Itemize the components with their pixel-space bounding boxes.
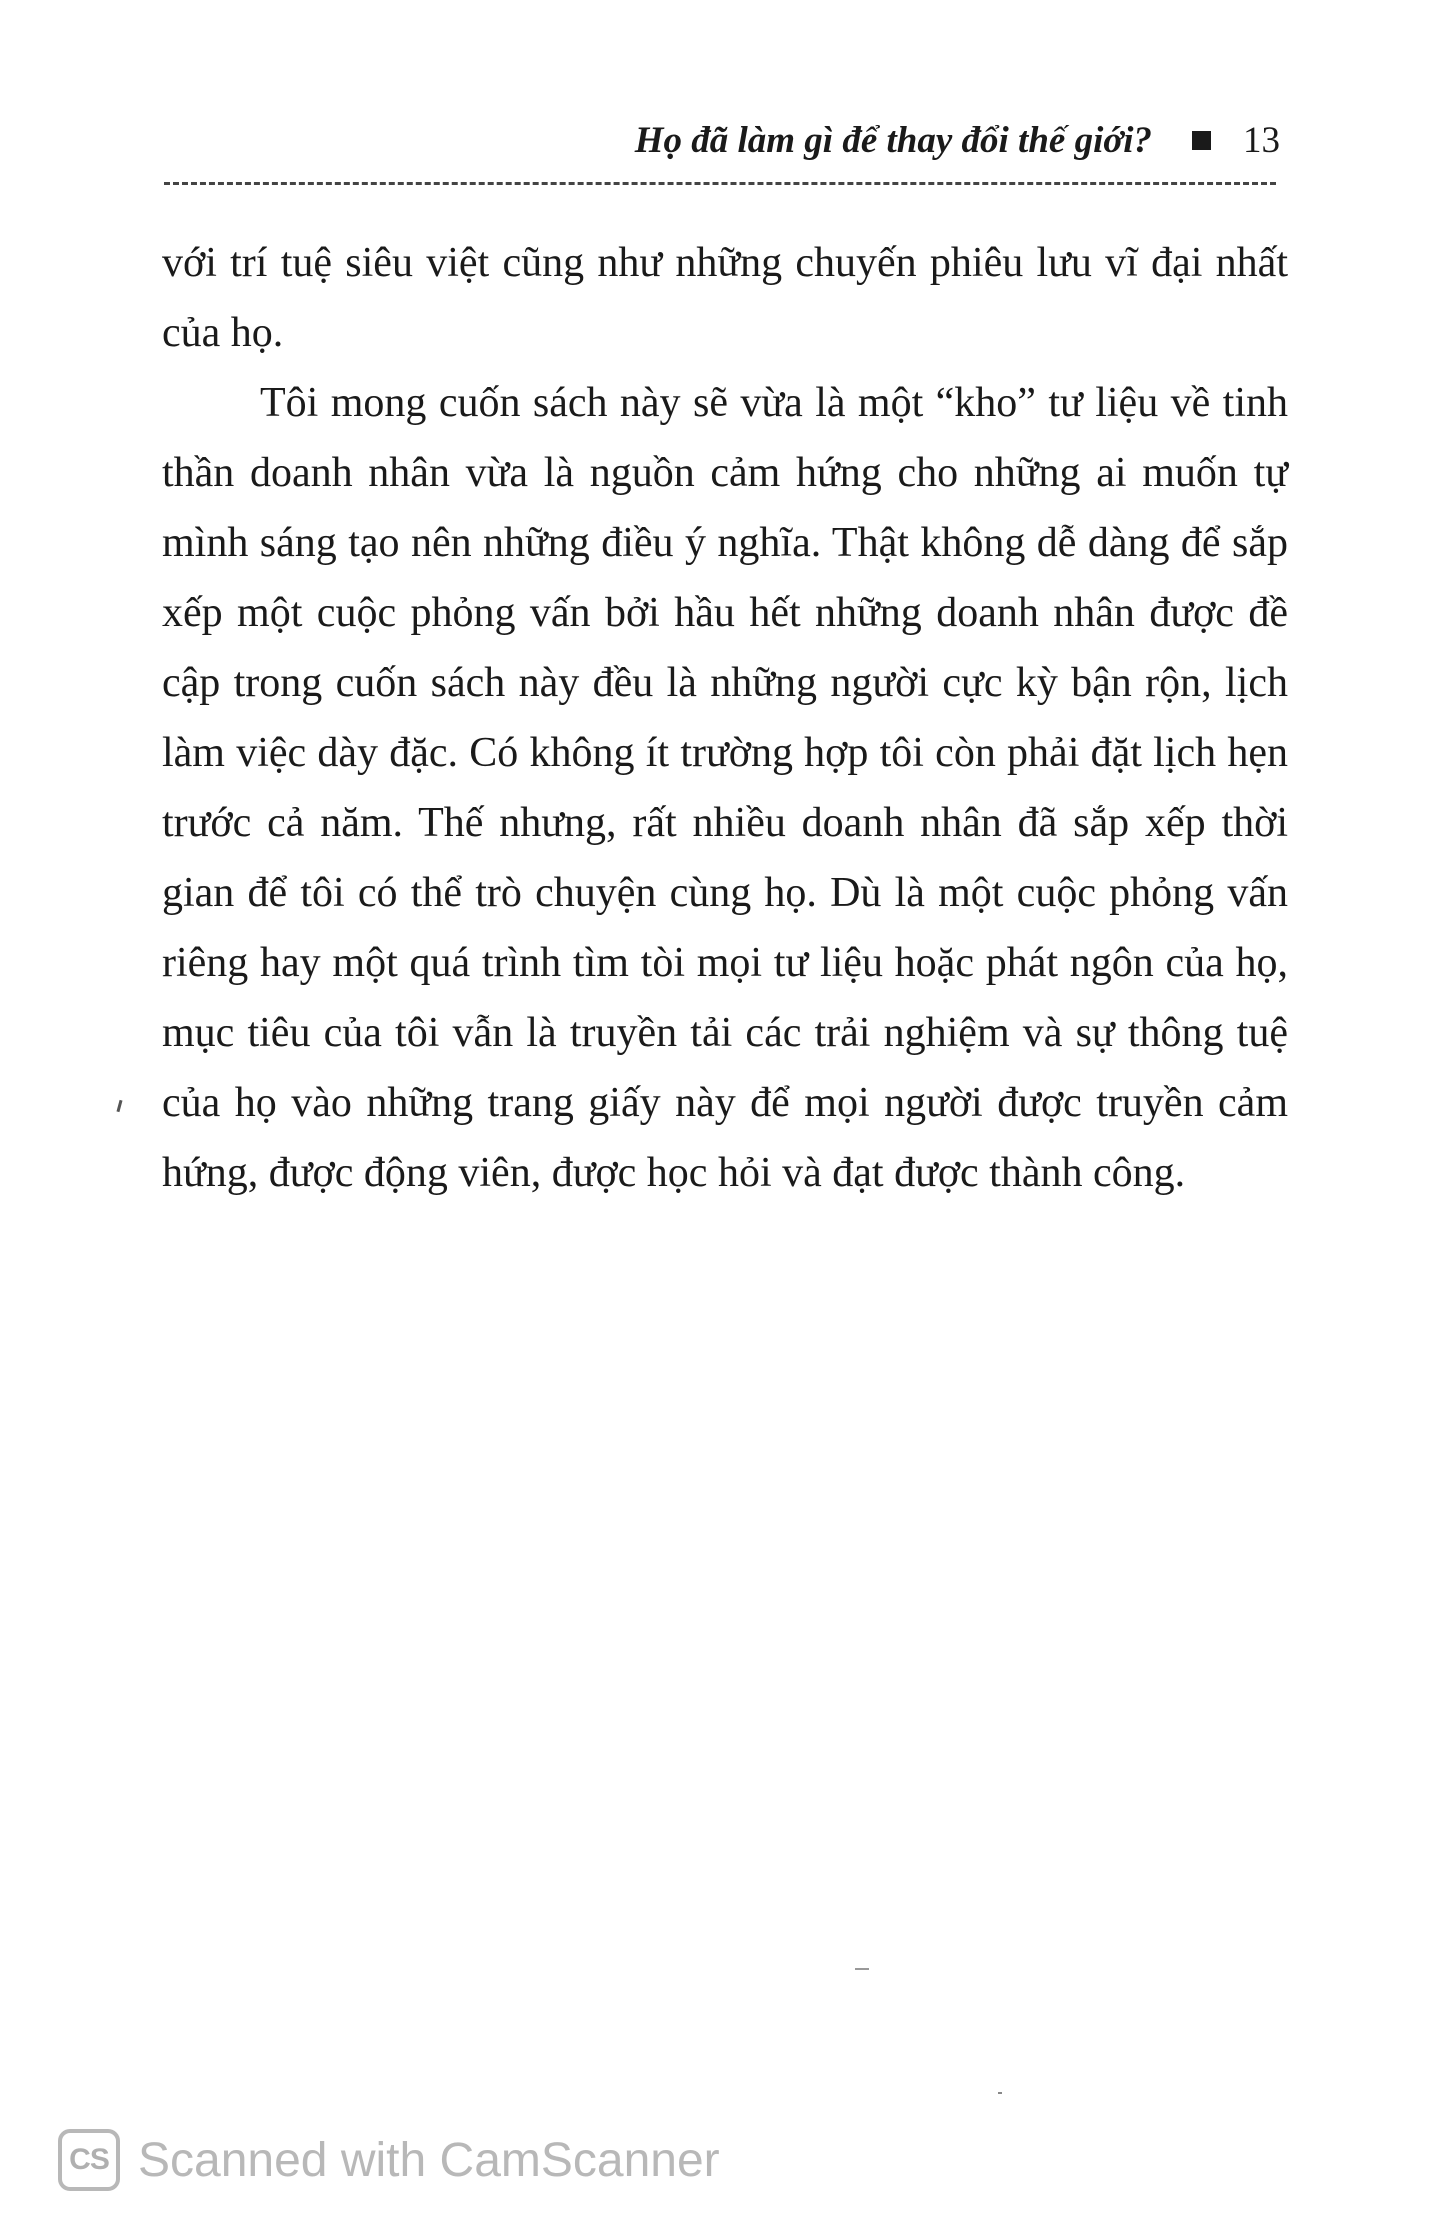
paragraph: với trí tuệ siêu việt cũng như những chuyến phiêu lưu vĩ đại nhất của họ. <box>162 240 1288 356</box>
scan-speck <box>116 1100 122 1112</box>
chapter-title: Họ đã làm gì để thay đổi thế giới? <box>634 119 1152 161</box>
square-bullet-icon <box>1192 131 1211 150</box>
scan-speck <box>855 1968 869 1970</box>
watermark-text: Scanned with CamScanner <box>138 2133 720 2187</box>
running-header <box>160 108 1280 172</box>
camscanner-logo-icon: CS <box>58 2129 120 2191</box>
paragraph: Tôi mong cuốn sách này sẽ vừa là một “kho” tư liệu về tinh thần doanh nhân vừa là nguồn cảm hứng cho những ai muốn tự mình sáng tạo nên những điều ý nghĩa. Thật không dễ dàng để sắp xếp một cuộc phỏng vấn bởi hầu hết những doanh nhân được đề cập trong cuốn sách này đều là những người cực kỳ bận rộn, lịch làm việc dày đặc. Có không ít trường hợp tôi còn phải đặt lịch hẹn trước cả năm. Thế nhưng, rất nhiều doanh nhân đã sắp xếp thời gian để tôi có thể trò chuyện cùng họ. Dù là một cuộc phỏng vấn riêng hay một quá trình tìm tòi mọi tư liệu hoặc phát ngôn của họ, mục tiêu của tôi vẫn là truyền tải các trải nghiệm và sự thông tuệ của họ vào những trang giấy này để mọi người được truyền cảm hứng, được động viên, được học hỏi và đạt được thành công. <box>162 380 1288 1196</box>
page-number: 13 <box>1243 119 1280 161</box>
camscanner-watermark <box>58 2125 720 2195</box>
body-text <box>162 228 1288 1208</box>
scan-speck <box>998 2092 1002 2094</box>
dashed-divider <box>164 182 1276 185</box>
